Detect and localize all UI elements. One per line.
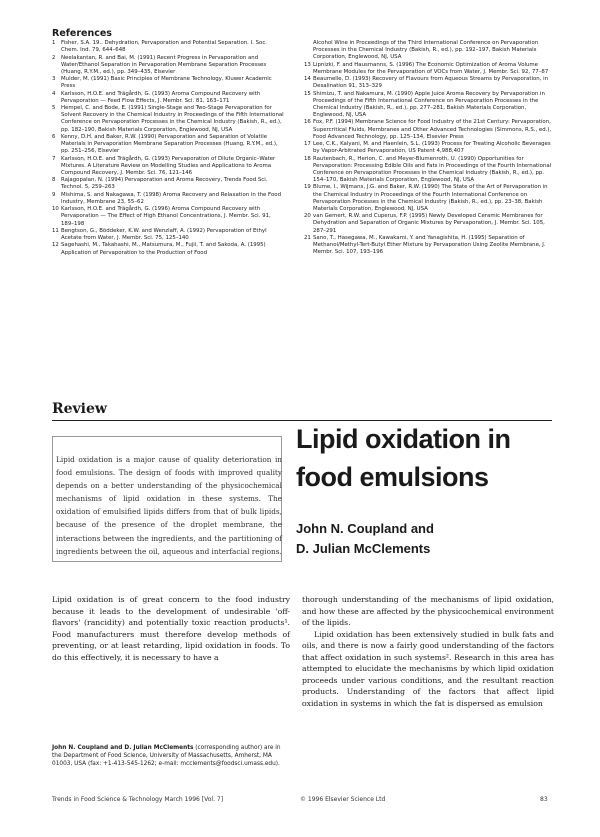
reference-number: 16 (304, 119, 311, 126)
reference-entry (52, 134, 284, 155)
reference-number: 21 (304, 234, 311, 241)
references-heading: References (52, 28, 112, 39)
body-column-right (302, 594, 554, 709)
reference-text: Mulder, M. (1991) Basic Principles of Membrane Technology, Kluwer Academic Press (61, 76, 272, 90)
reference-number: 10 (52, 206, 59, 213)
reference-entry (52, 156, 284, 177)
reference-entry (52, 192, 284, 206)
article-title: Lipid oxidation in food emulsions (296, 424, 511, 492)
reference-number: 15 (304, 90, 311, 97)
reference-text: Neelakantan, R. and Bai, M. (1991) Recent Progress in Pervaporation and Water/Ethanol Separation in Pervaporation Membrane Separation Processes (Huang, R.Y.M., ed.), pp. 349–435, Elsevier (61, 54, 267, 75)
reference-text: Karlsson, H.O.E. and Trägårdh, G. (1996) Aroma Compound Recovery with Pervaporation — The Effect of High Ethanol Concentrations, J. Membr. Sci. 91, 189–198 (61, 206, 271, 227)
reference-entry (52, 40, 284, 54)
reference-number: 13 (304, 61, 311, 68)
reference-text: van Gemert, R.W. and Cuperus, F.P. (1995) Newly Developed Ceramic Membranes for Dehydration and Separation of Organic Mixtures by Pervaporation, J. Membr. Sci. 105, 287–291 (313, 213, 545, 234)
reference-text: Rautenbach, R., Herion, C. and Meyer-Blumenroth, U. (1990) Opportunities for Pervaporation: Processing Edible Oils and Fats in Proceedings of the Fourth International Conference on Pervaporation Processes in the Chemical Industry (Bakish, R., ed.), pp. 154–170, Bakish Materials Corporation, Englewood, NJ, USA (313, 155, 552, 184)
reference-text: Blume, I., Wijmans, J.G. and Baker, R.W. (1990) The State of the Art of Pervaporation in the Chemical Industry in Proceedings of the Fourth International Conference on Pervaporation Processes in the Chemical Industry (Bakish, R., ed.), pp. 23–38, Bakish Materials Corporation, Englewood, NJ, USA (313, 184, 548, 212)
reference-text: Shimizu, T. and Nakamura, M. (1990) Apple Juice Aroma Recovery by Pervaporation in Proceedings of the Fifth International Conference on Pervaporation Processes in the Chemical Industry (Bakish, R., ed.), pp. 277–281, Bakish Materials Corporation, Englewood, NJ, USA (313, 90, 545, 119)
reference-entry (304, 184, 554, 213)
reference-number: 12 (52, 242, 59, 249)
authors-line-2: D. Julian McClements (296, 541, 431, 556)
reference-number: 2 (52, 54, 56, 61)
reference-text: Lipnizki, F. and Hausmanns, S. (1996) The Economic Optimization of Aroma Volume Membrane Modules for the Pervaporation of VOCs from Water, J. Membr. Sci. 92, 77–87 (313, 61, 549, 75)
article-authors (296, 519, 556, 559)
reference-entry (52, 76, 284, 90)
reference-entry (52, 55, 284, 76)
reference-entry (304, 156, 554, 185)
reference-entry (304, 213, 554, 234)
reference-text: Hempel, C. and Bode, E. (1991) Single-Stage and Two-Stage Pervaporation for Solvent Recovery in the Chemical Industry in Proceedings of the Fifth International Conference on Pervaporation Processes in the Chemical Industry (Bakish, R., ed.), pp. 182–190, Bakish Materials Corporation, Englewood, NJ, USA (61, 105, 284, 133)
reference-text: Alcohol Wine in Proceedings of the Third International Conference on Pervaporation Processes in the Chemical Industry (Bakish, R., ed.), pp. 192–197, Bakish Materials Corporation, Englewood, NJ, USA (313, 40, 539, 61)
reference-entry (52, 105, 284, 134)
reference-number: 14 (304, 76, 311, 83)
reference-text: Karlsson, H.O.E. and Trägårdh, G. (1993) Pervaporation of Dilute Organic–Water Mixtures. A Literature Review on Modelling Studies and Applications to Aroma Compound Recovery, J. Membr. Sci. 76, 121–146 (61, 155, 276, 176)
reference-entry (52, 228, 284, 242)
reference-number: 19 (304, 184, 311, 191)
reference-text: Fisher, S.A. 19.. Dehydration, Pervaporation and Potential Separation. I. Soc. Chem. Ind. 79, 644–648 (61, 40, 268, 54)
references-left-column (52, 40, 284, 257)
reference-number: 6 (52, 133, 56, 140)
reference-entry (52, 242, 284, 256)
reference-number: 9 (52, 191, 56, 198)
reference-text: Fox, P.F. (1994) Membrane Science for Food Industry of the 21st Century: Pervaporation, Supercritical Fluids, Membranes and Other Advanced Technologies (Simmons, R.S., ed.), Food Advanced Technology, pp. 125–134, Elsevier Press (313, 119, 552, 140)
footer-page-number: 83 (540, 796, 548, 803)
reference-text: Beaumelle, D. (1993) Recovery of Flavours from Aqueous Streams by Pervaporation, in Desalination 91, 313–329 (313, 76, 549, 90)
reference-entry (304, 62, 554, 76)
reference-text: Mishima, S. and Nakagawa, T. (1998) Aroma Recovery and Relaxation in the Food Industry, Membrane 23, 55–62 (61, 191, 281, 205)
references-right-column (304, 40, 554, 257)
reference-number: 11 (52, 227, 59, 234)
author-affiliation (52, 745, 290, 768)
footer-publisher: © 1996 Elsevier Science Ltd (300, 796, 386, 803)
affiliation-names: John N. Coupland and D. Julian McClements (52, 745, 194, 751)
reference-entry (304, 40, 554, 61)
reference-entry (52, 177, 284, 191)
reference-text: Kenny, D.H. and Baker, R.W. (1990) Pervaporation and Separation of Volatile Materials in Pervaporation Membrane Separation Processes (Huang, R.Y.M., ed.), pp. 251–256, Elsevier (61, 133, 278, 155)
reference-entry (52, 91, 284, 105)
reference-number: 1 (52, 40, 56, 46)
abstract-box (52, 436, 282, 562)
reference-entry (304, 91, 554, 120)
reference-number: 3 (52, 76, 56, 83)
reference-number: 18 (304, 155, 311, 162)
reference-entry (304, 235, 554, 256)
reference-number: 4 (52, 90, 56, 97)
section-label: Review (52, 401, 107, 417)
affiliation-details: (corresponding author) are in the Department of Food Science, University of Massachusetts, Amherst, MA 01003, USA (fax: +1-413-545-1262; e-mail: mcclements@foodsci.umass.edu). (52, 745, 281, 767)
authors-line-1: John N. Coupland and (296, 521, 434, 536)
reference-entry (304, 141, 554, 155)
reference-text: Karlsson, H.O.E. and Trägårdh, G. (1993) Aroma Compound Recovery with Pervaporation — Feed Flow Effects, J. Membr. Sci. 81, 163–171 (61, 90, 261, 104)
reference-number: 20 (304, 213, 311, 220)
reference-entry (52, 206, 284, 227)
body-paragraph: Lipid oxidation is of great concern to the food industry because it leads to the development of undesirable 'off-flavors' (rancidity) and potentially toxic reaction products¹. Food manufacturers must therefore develop methods of preventing, or at least retarding, lipid oxidation in foods. To do this effectively, it is necessary to have a (52, 595, 290, 662)
reference-number: 8 (52, 177, 56, 184)
footer-journal: Trends in Food Science & Technology March 1996 [Vol. 7] (52, 796, 224, 803)
abstract-text: Lipid oxidation is a major cause of quality deterioration in food emulsions. The design of foods with improved quality depends on a better understanding of the physicochemical mechanisms of lipid oxidation in these systems. The oxidation of emulsified lipids differs from that of bulk lipids, because of the presence of the droplet membrane, the interactions between the ingredients, and the partitioning of ingredients between the oil, aqueous and interfacial regions. (56, 455, 282, 556)
reference-text: Sano, T., Hasegawa, M., Kawakami, Y. and Yanagishita, H. (1995) Separation of Methanol/Methyl-Tert-Butyl Ether Mixture by Pervaporation Using Zeolite Membrane, J. Membr. Sci. 107, 193–196 (313, 234, 546, 256)
reference-text: Bengtson, G., Böddeker, K.W. and Wenzlaff, A. (1992) Pervaporation of Ethyl Acetate from Water, J. Membr. Sci. 75, 125–140 (61, 227, 267, 242)
reference-text: Lee, C.K., Kalyani, M. and Haenlein, S.L. (1993) Process for Treating Alcoholic Beverages by Vapor-Arbitrated Pervaporation, US Patent 4,988,407 (313, 141, 551, 155)
reference-text: Rajagopalan, N. (1994) Pervaporation and Aroma Recovery, Trends Food Sci. Technol. 5, 259–263 (61, 177, 268, 191)
body-paragraph: thorough understanding of the mechanisms of lipid oxidation, and how these are affected by the physicochemical environment of the lipids. (302, 595, 554, 627)
reference-number: 7 (52, 155, 56, 162)
reference-entry (304, 119, 554, 140)
reference-number: 5 (52, 105, 56, 112)
reference-text: Sagehashi, M., Takahashi, M., Matsumura, M., Fujii, T. and Sakoda, A. (1995) Application of Pervaporation to the Production of Food (61, 242, 266, 256)
reference-number: 17 (304, 141, 311, 148)
body-column-left (52, 594, 290, 663)
body-paragraph: Lipid oxidation has been extensively studied in bulk fats and oils, and there is now a fairly good understanding of the factors that affect oxidation in such systems². Research in this area has attempted to elucidate the mechanisms by which lipid oxidation proceeds under various conditions, and the resultant reaction products. Understanding of the factors that affect lipid oxidation in systems in which the fat is dispersed as emulsion (302, 629, 554, 708)
reference-entry (304, 76, 554, 90)
